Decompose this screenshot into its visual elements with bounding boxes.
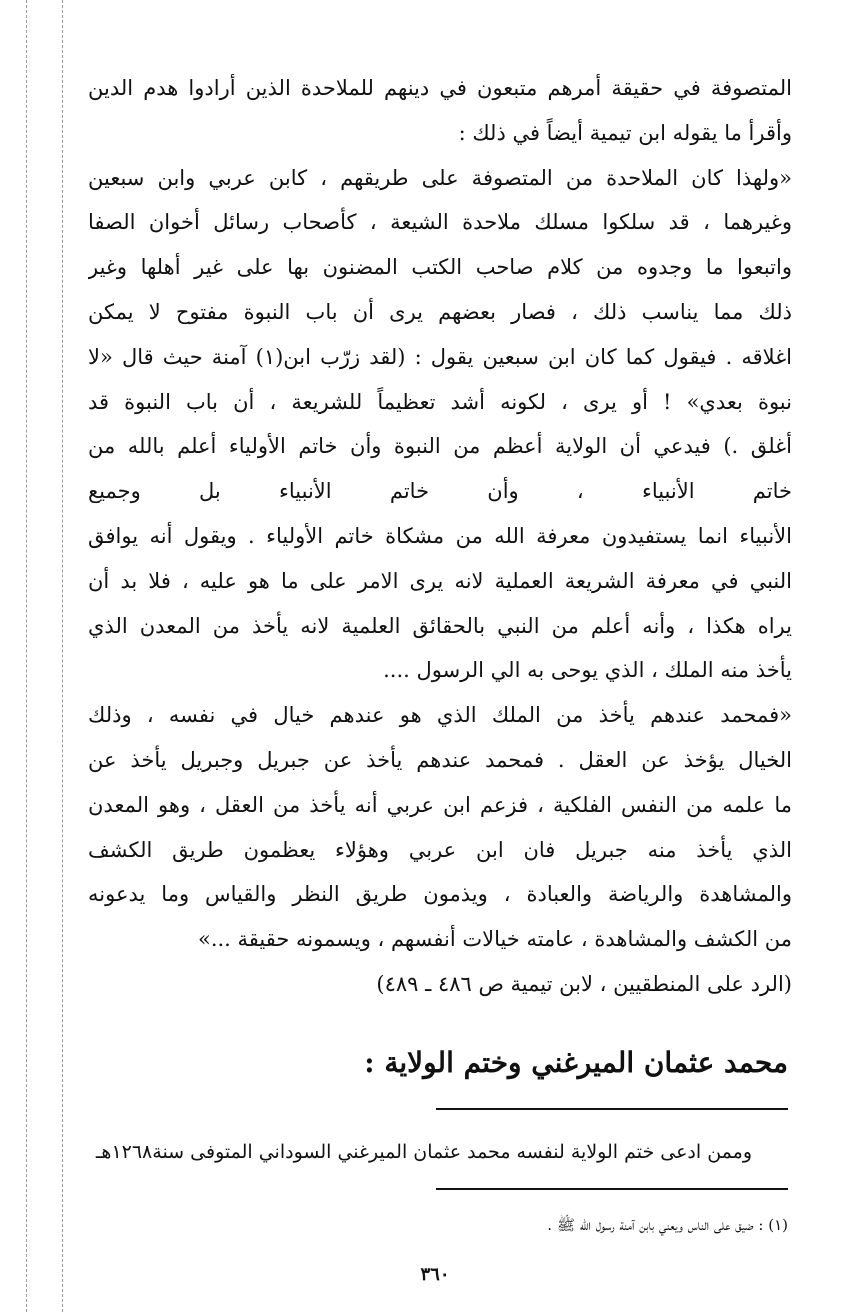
body-line: الذي يأخذ منه جبريل فان ابن عربي وهؤلاء يعظمون طريق الكشف bbox=[88, 837, 792, 862]
body-line: النبي في معرفة الشريعة العملية لانه يرى الامر على ما هو عليه ، فلا بد أن bbox=[88, 568, 792, 593]
body-line: الخيال يؤخذ عن العقل . فمحمد عندهم يأخذ عن جبريل وجبريل يأخذ عن bbox=[88, 747, 792, 772]
body-line: يراه هكذا ، وأنه أعلم من النبي بالحقائق العلمية لانه يأخذ من المعدن الذي bbox=[88, 613, 792, 638]
body-line: وغيرهما ، قد سلكوا مسلك ملاحدة الشيعة ، كأصحاب رسائل أخوان الصفا bbox=[88, 210, 792, 235]
footnote: (١) : ضيق على الناس ويعني بابن آمنة رسول الله ﷺ . bbox=[547, 1216, 788, 1234]
body-line: «فمحمد عندهم يأخذ من الملك الذي هو عندهم خيال في نفسه ، وذلك bbox=[88, 703, 792, 728]
body-line: ذلك مما يناسب ذلك ، فصار بعضهم يرى أن باب النبوة مفتوح لا يمكن bbox=[88, 299, 792, 324]
body-line: من الكشف والمشاهدة ، عامته خيالات أنفسهم ، ويسمونه حقيقة ...» bbox=[197, 927, 792, 952]
body-text bbox=[88, 66, 792, 1007]
binding-margin-line bbox=[62, 0, 63, 1312]
body-line: وأقرأ ما يقوله ابن تيمية أيضاً في ذلك : bbox=[458, 120, 792, 145]
body-line: أغلق .) فيدعي أن الولاية أعظم من النبوة وأن خاتم الأولياء أعلم بالله من bbox=[88, 434, 792, 459]
citation-line: (الرد على المنطقيين ، لابن تيمية ص ٤٨٦ ـ ٤٨٩) bbox=[376, 971, 792, 996]
body-line: نبوة بعدي» ! أو يرى ، لكونه أشد تعظيماً للشريعة ، أن باب النبوة قد bbox=[88, 389, 792, 414]
body-line: والمشاهدة والرياضة والعبادة ، ويذمون طريق النظر والقياس وما يدعونه bbox=[88, 882, 792, 907]
body-line: «ولهذا كان الملاحدة من المتصوفة على طريقهم ، كابن عربي وابن سبعين bbox=[88, 165, 792, 190]
body-line: المتصوفة في حقيقة أمرهم متبعون في دينهم للملاحدة الذين أرادوا هدم الدين bbox=[88, 76, 792, 100]
heading-rule bbox=[436, 1108, 788, 1110]
body-line: خاتم الأنبياء ، وأن خاتم الأنبياء بل وجميع bbox=[88, 479, 792, 504]
body-line: اغلاقه . فيقول كما كان ابن سبعين يقول : (لقد زرّب ابن(١) آمنة حيث قال «لا bbox=[88, 344, 792, 369]
binding-margin-line bbox=[26, 0, 27, 1312]
section-heading: محمد عثمان الميرغني وختم الولاية : bbox=[364, 1046, 788, 1079]
body-line: واتبعوا ما وجدوه من كلام صاحب الكتب المضنون بها على غير أهلها وغير bbox=[88, 255, 792, 280]
body-line: يأخذ منه الملك ، الذي يوحى به الي الرسول .... bbox=[383, 658, 792, 683]
footnote-rule bbox=[436, 1188, 788, 1190]
section-intro: وممن ادعى ختم الولاية لنفسه محمد عثمان الميرغني السوداني المتوفى سنة١٢٦٨هـ bbox=[95, 1141, 752, 1163]
body-line: الأنبياء انما يستفيدون معرفة الله من مشكاة خاتم الأولياء . ويقول أنه يوافق bbox=[88, 523, 792, 548]
page-number: ٣٦٠ bbox=[420, 1264, 450, 1285]
body-line: ما علمه من النفس الفلكية ، فزعم ابن عربي أنه يأخذ من العقل ، وهو المعدن bbox=[88, 792, 792, 817]
